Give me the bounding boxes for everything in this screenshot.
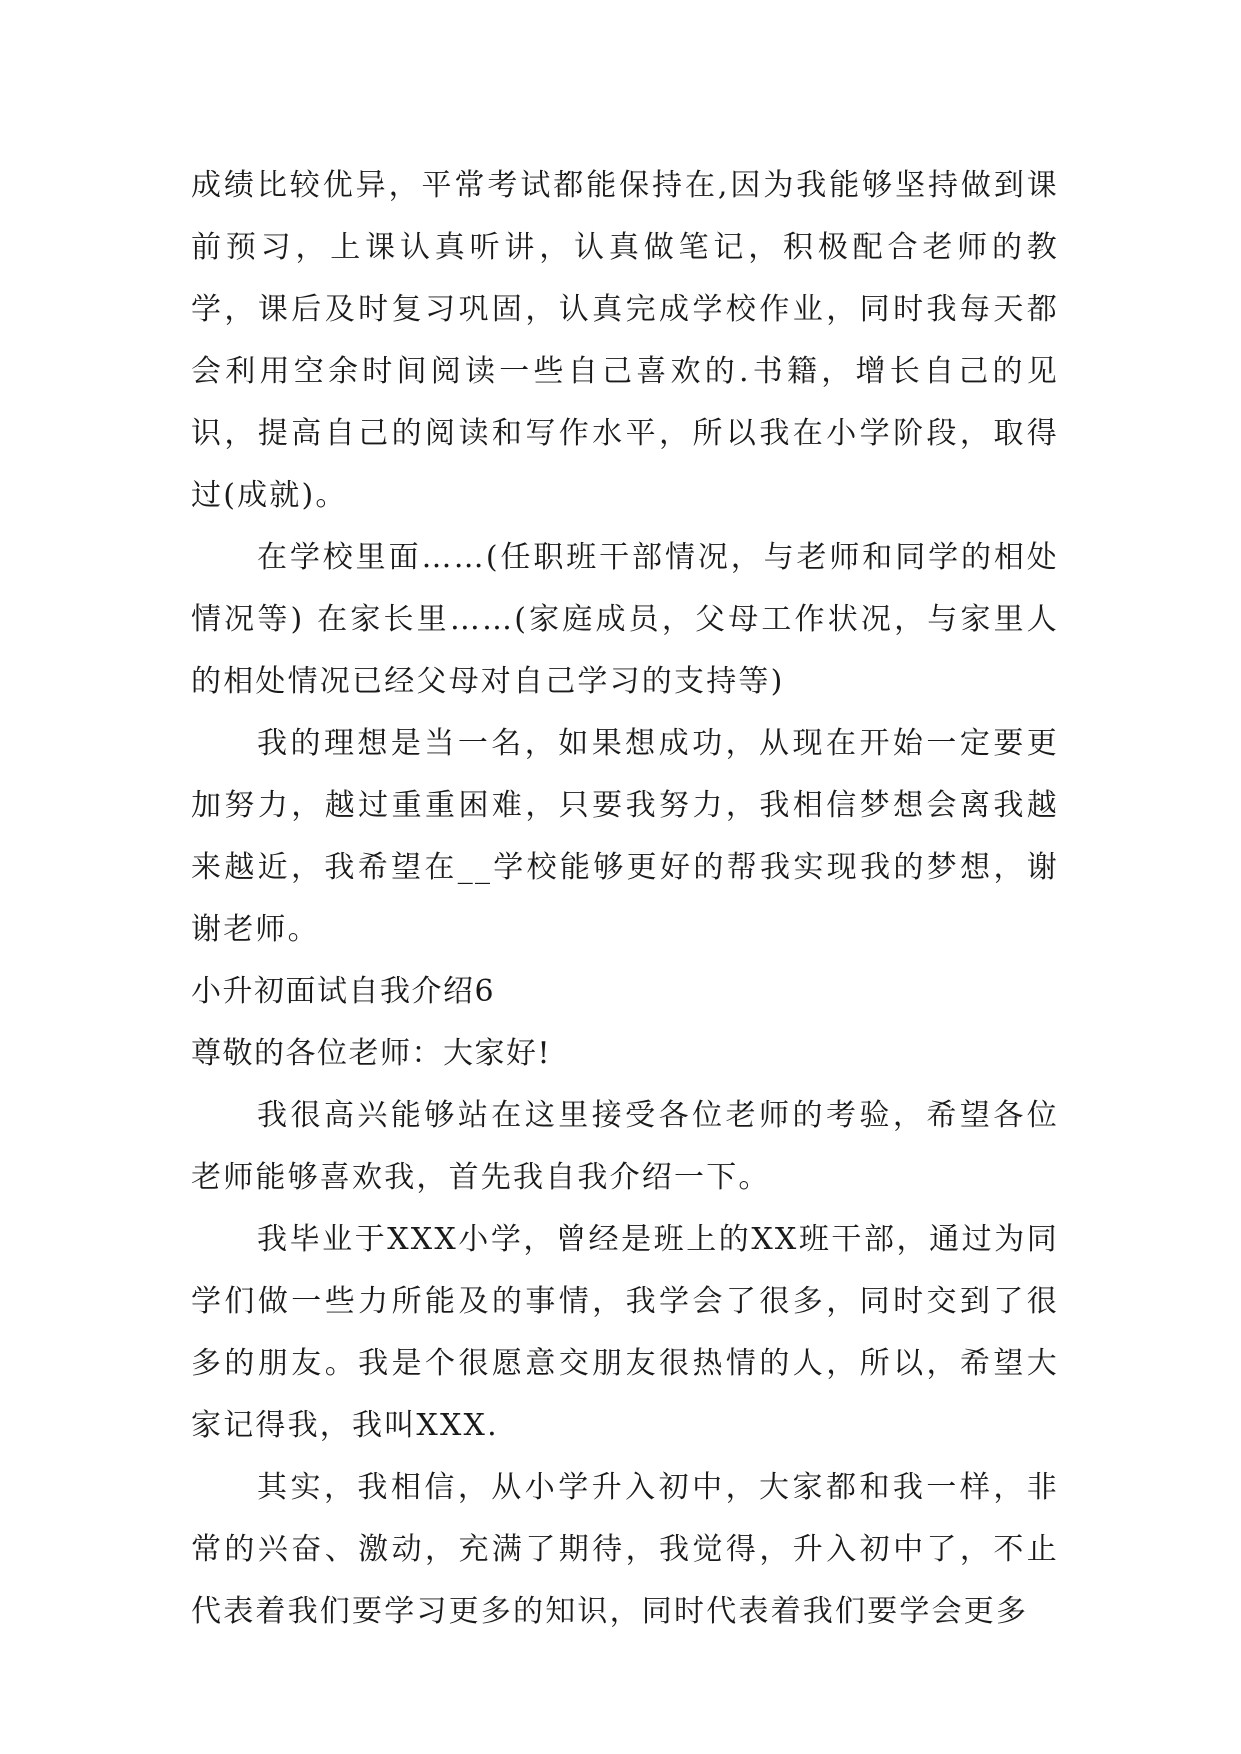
paragraph-intro: 我很高兴能够站在这里接受各位老师的考验，希望各位老师能够喜欢我，首先我自我介绍一下。 [191, 1098, 1059, 1195]
paragraph-school-family: 在学校里面……(任职班干部情况，与老师和同学的相处情况等) 在家长里……(家庭成员，父母工作状况，与家里人的相处情况已经父母对自己学习的支持等) [191, 540, 1059, 699]
greeting-line: 尊敬的各位老师：大家好! [191, 1036, 552, 1071]
paragraph-graduation: 我毕业于XXX小学，曾经是班上的XX班干部，通过为同学们做一些力所能及的事情，我学会了很多，同时交到了很多的朋友。我是个很愿意交朋友很热情的人，所以，希望大家记得我，我叫XXX. [191, 1222, 1059, 1443]
document-body [191, 155, 1059, 1643]
paragraph-dream: 我的理想是当一名，如果想成功，从现在开始一定要更加努力，越过重重困难，只要我努力，我相信梦想会离我越来越近，我希望在__学校能够更好的帮我实现我的梦想，谢谢老师。 [191, 726, 1059, 947]
section-title: 小升初面试自我介绍6 [191, 974, 496, 1009]
paragraph-achievements: 成绩比较优异，平常考试都能保持在,因为我能够坚持做到课前预习，上课认真听讲，认真做笔记，积极配合老师的教学，课后及时复习巩固，认真完成学校作业，同时我每天都会利用空余时间阅读一些自己喜欢的.书籍，增长自己的见识，提高自己的阅读和写作水平，所以我在小学阶段，取得过(成就)。 [191, 168, 1059, 513]
paragraph-junior-high: 其实，我相信，从小学升入初中，大家都和我一样，非常的兴奋、激动，充满了期待，我觉得，升入初中了，不止代表着我们要学习更多的知识，同时代表着我们要学会更多 [191, 1470, 1059, 1629]
